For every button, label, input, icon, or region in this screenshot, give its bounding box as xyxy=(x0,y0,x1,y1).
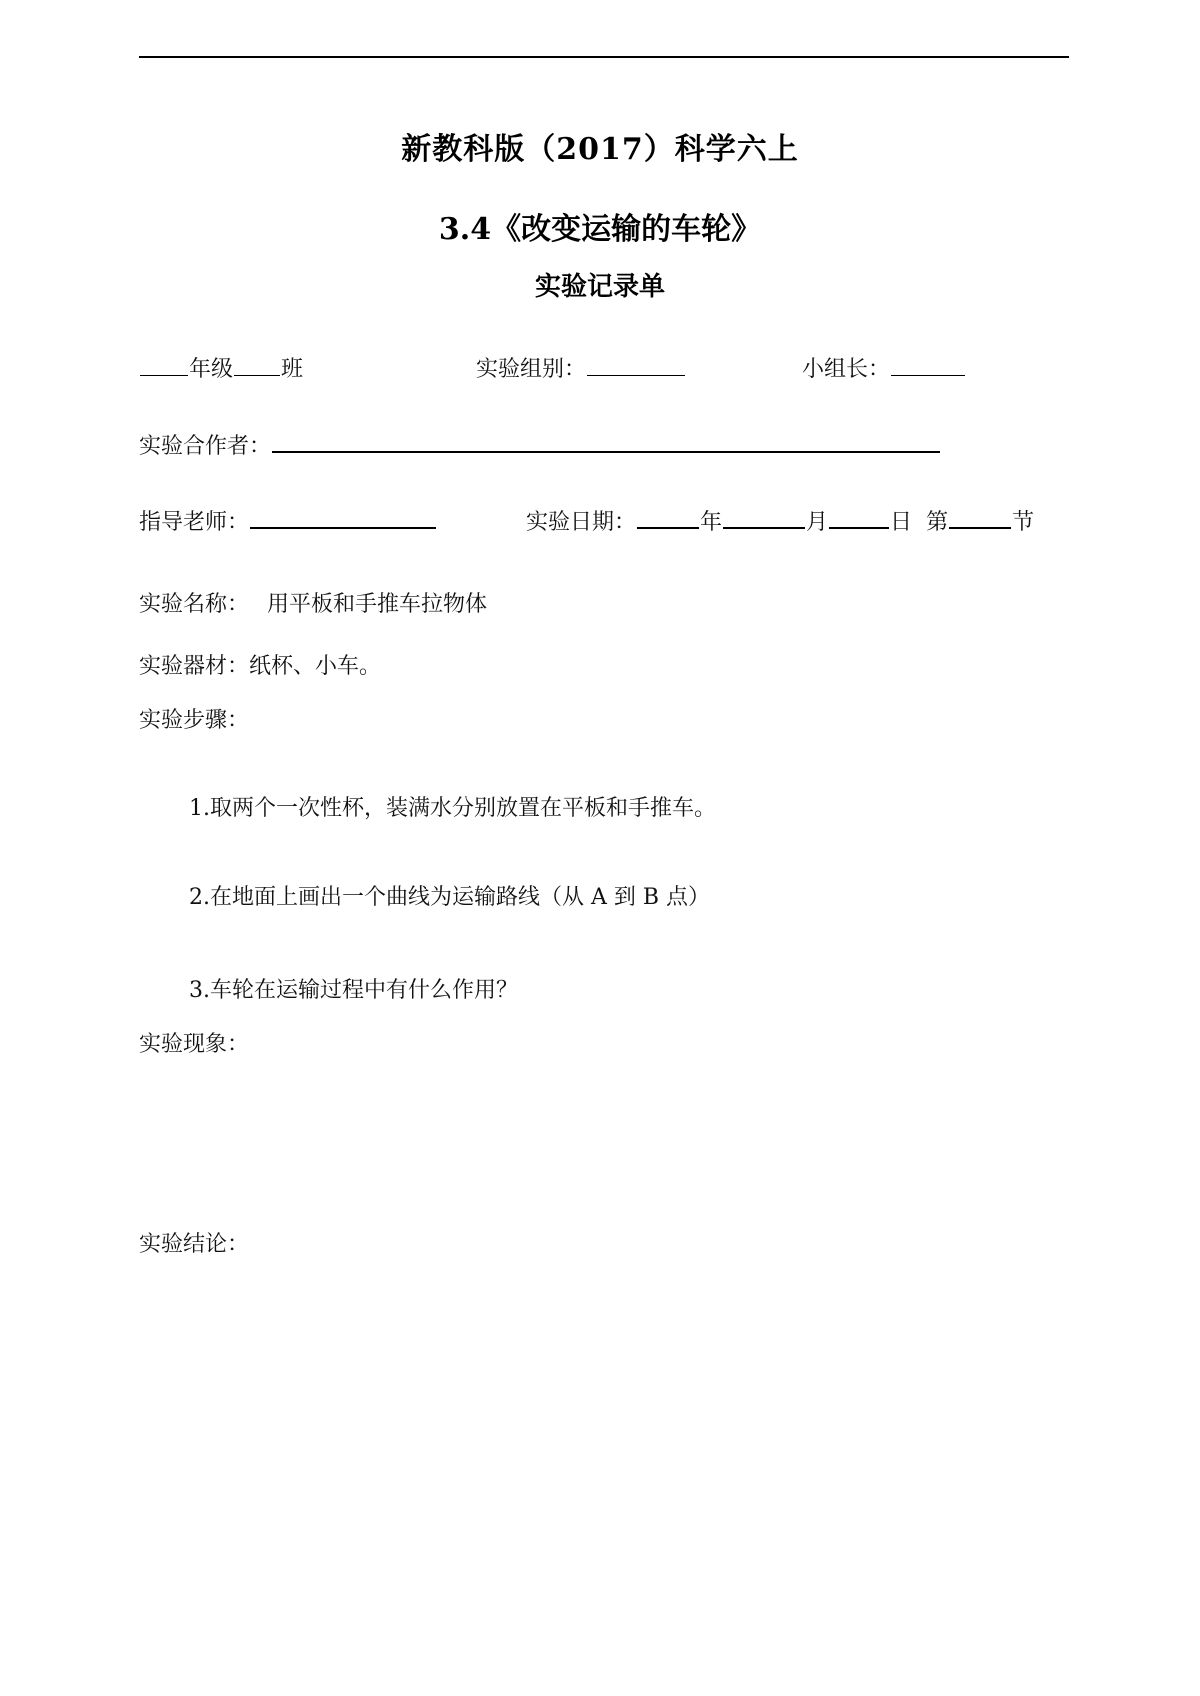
day-label: 日 xyxy=(890,510,913,535)
header-rule xyxy=(139,56,1069,58)
experiment-name-value: 用平板和手推车拉物体 xyxy=(267,592,488,617)
phenomenon-label: 实验现象： xyxy=(139,1032,250,1057)
period-blank[interactable] xyxy=(949,505,1011,529)
leader-field xyxy=(802,353,966,385)
class-blank[interactable] xyxy=(234,353,280,376)
experiment-step-3: 3.车轮在运输过程中有什么作用？ xyxy=(189,978,518,1003)
month-label: 月 xyxy=(806,510,829,535)
experiment-step-2: 2.在地面上画出一个曲线为运输路线（从 A 到 B 点） xyxy=(189,885,711,910)
month-blank[interactable] xyxy=(723,505,805,529)
teacher-blank[interactable] xyxy=(250,505,436,529)
year-label: 年 xyxy=(700,510,723,535)
lesson-title: 3.4《改变运输的车轮》 xyxy=(438,212,762,247)
grade-label: 年级 xyxy=(189,357,234,382)
experiment-step-1: 1.取两个一次性杯，装满水分别放置在平板和手推车。 xyxy=(189,796,716,821)
document-title: 新教科版（2017）科学六上 xyxy=(401,132,799,167)
partners-field xyxy=(139,429,941,462)
experiment-steps-label: 实验步骤： xyxy=(139,708,250,733)
group-label: 实验组别： xyxy=(476,357,587,382)
experiment-materials: 实验器材：纸杯、小车。 xyxy=(139,654,382,679)
partners-blank[interactable] xyxy=(272,429,940,453)
class-label: 班 xyxy=(281,357,304,382)
year-blank[interactable] xyxy=(637,505,699,529)
experiment-name xyxy=(139,590,487,620)
day-blank[interactable] xyxy=(829,505,889,529)
period-prefix: 第 xyxy=(926,510,949,535)
sheet-title: 实验记录单 xyxy=(534,272,665,302)
grade-blank[interactable] xyxy=(140,353,188,376)
teacher-field xyxy=(139,505,437,538)
partners-label: 实验合作者： xyxy=(139,434,272,459)
conclusion-label: 实验结论： xyxy=(139,1232,250,1257)
group-blank[interactable] xyxy=(587,353,685,376)
date-field xyxy=(526,505,1034,538)
grade-class-field xyxy=(139,353,303,385)
leader-blank[interactable] xyxy=(891,353,965,376)
date-label: 实验日期： xyxy=(526,510,637,535)
leader-label: 小组长： xyxy=(802,357,891,382)
group-field xyxy=(476,353,686,385)
experiment-name-label: 实验名称： xyxy=(139,592,250,617)
teacher-label: 指导老师： xyxy=(139,510,250,535)
period-suffix: 节 xyxy=(1012,510,1035,535)
